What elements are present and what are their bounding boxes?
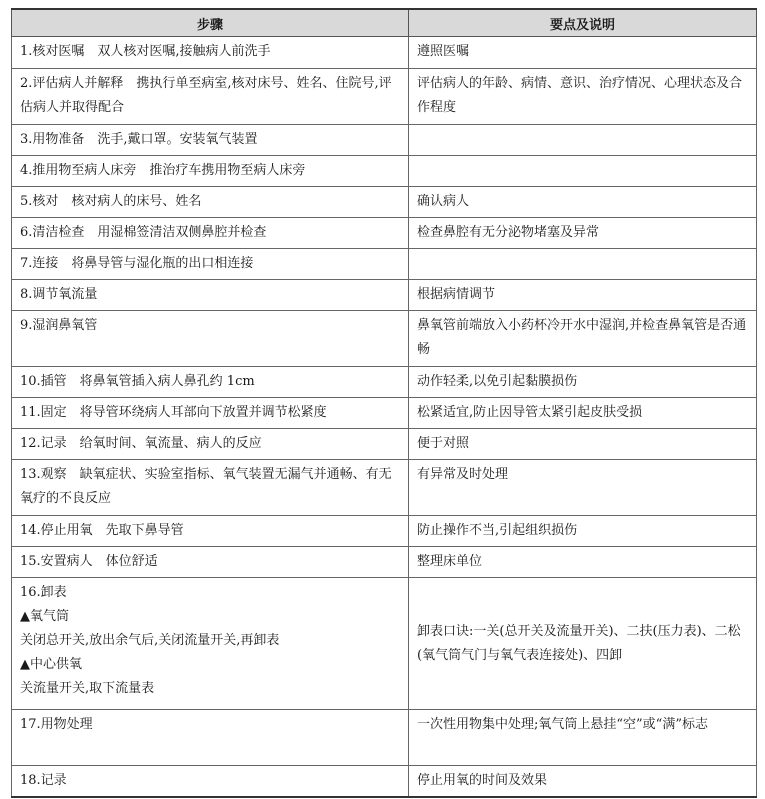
note-cell bbox=[409, 125, 757, 156]
table-row bbox=[12, 398, 757, 429]
step-line: ▲中心供氧 bbox=[20, 657, 82, 672]
note-cell: 确认病人 bbox=[409, 187, 757, 218]
note-cell: 便于对照 bbox=[409, 429, 757, 460]
step-cell: 18.记录 bbox=[12, 766, 409, 798]
note-cell: 有异常及时处理 bbox=[409, 460, 757, 516]
note-cell: 一次性用物集中处理;氧气筒上悬挂“空”或“满”标志 bbox=[409, 710, 757, 766]
note-cell bbox=[409, 249, 757, 280]
step-cell: 1.核对医嘱 双人核对医嘱,接触病人前洗手 bbox=[12, 37, 409, 69]
header-note: 要点及说明 bbox=[409, 9, 757, 37]
step-line: 16.卸表 bbox=[20, 585, 67, 600]
table-row bbox=[12, 766, 757, 798]
table-row bbox=[12, 156, 757, 187]
table-row bbox=[12, 367, 757, 398]
header-step: 步骤 bbox=[12, 9, 409, 37]
table-row bbox=[12, 460, 757, 516]
step-cell: 15.安置病人 体位舒适 bbox=[12, 547, 409, 578]
step-cell: 12.记录 给氧时间、氧流量、病人的反应 bbox=[12, 429, 409, 460]
step-cell: 5.核对 核对病人的床号、姓名 bbox=[12, 187, 409, 218]
note-cell: 评估病人的年龄、病情、意识、治疗情况、心理状态及合作程度 bbox=[409, 69, 757, 125]
step-line: 关流量开关,取下流量表 bbox=[20, 681, 155, 696]
note-cell: 遵照医嘱 bbox=[409, 37, 757, 69]
step-cell: 3.用物准备 洗手,戴口罩。安装氧气装置 bbox=[12, 125, 409, 156]
table-row bbox=[12, 187, 757, 218]
note-cell: 卸表口诀:一关(总开关及流量开关)、二扶(压力表)、二松(氧气筒气门与氧气表连接处)、四卸 bbox=[409, 578, 757, 710]
step-cell: 17.用物处理 bbox=[12, 710, 409, 766]
note-cell: 整理床单位 bbox=[409, 547, 757, 578]
table-row bbox=[12, 429, 757, 460]
step-cell: 10.插管 将鼻氧管插入病人鼻孔约 1cm bbox=[12, 367, 409, 398]
note-cell: 动作轻柔,以免引起黏膜损伤 bbox=[409, 367, 757, 398]
step-cell: 6.清洁检查 用湿棉签清洁双侧鼻腔并检查 bbox=[12, 218, 409, 249]
table-row bbox=[12, 280, 757, 311]
step-cell: 2.评估病人并解释 携执行单至病室,核对床号、姓名、住院号,评估病人并取得配合 bbox=[12, 69, 409, 125]
table-row bbox=[12, 69, 757, 125]
table-row bbox=[12, 218, 757, 249]
table-row bbox=[12, 37, 757, 69]
step-cell: 11.固定 将导管环绕病人耳部向下放置并调节松紧度 bbox=[12, 398, 409, 429]
step-cell: 14.停止用氧 先取下鼻导管 bbox=[12, 516, 409, 547]
table-row bbox=[12, 578, 757, 710]
table-header-row bbox=[12, 9, 757, 37]
table-row bbox=[12, 249, 757, 280]
table-row bbox=[12, 125, 757, 156]
note-cell: 防止操作不当,引起组织损伤 bbox=[409, 516, 757, 547]
procedure-table bbox=[11, 8, 757, 798]
note-cell: 鼻氧管前端放入小药杯冷开水中湿润,并检查鼻氧管是否通畅 bbox=[409, 311, 757, 367]
step-cell: 13.观察 缺氧症状、实验室指标、氧气装置无漏气并通畅、有无氧疗的不良反应 bbox=[12, 460, 409, 516]
note-cell: 停止用氧的时间及效果 bbox=[409, 766, 757, 798]
step-cell: 7.连接 将鼻导管与湿化瓶的出口相连接 bbox=[12, 249, 409, 280]
table-row bbox=[12, 516, 757, 547]
step-cell: 8.调节氧流量 bbox=[12, 280, 409, 311]
note-cell: 松紧适宜,防止因导管太紧引起皮肤受损 bbox=[409, 398, 757, 429]
step-line: 关闭总开关,放出余气后,关闭流量开关,再卸表 bbox=[20, 633, 280, 648]
table-row bbox=[12, 710, 757, 766]
step-cell: 9.湿润鼻氧管 bbox=[12, 311, 409, 367]
step-line: ▲氧气筒 bbox=[20, 609, 69, 624]
step-cell-multiline bbox=[12, 578, 409, 710]
note-cell: 检查鼻腔有无分泌物堵塞及异常 bbox=[409, 218, 757, 249]
step-cell: 4.推用物至病人床旁 推治疗车携用物至病人床旁 bbox=[12, 156, 409, 187]
table-row bbox=[12, 547, 757, 578]
table-row bbox=[12, 311, 757, 367]
note-cell: 根据病情调节 bbox=[409, 280, 757, 311]
note-cell bbox=[409, 156, 757, 187]
